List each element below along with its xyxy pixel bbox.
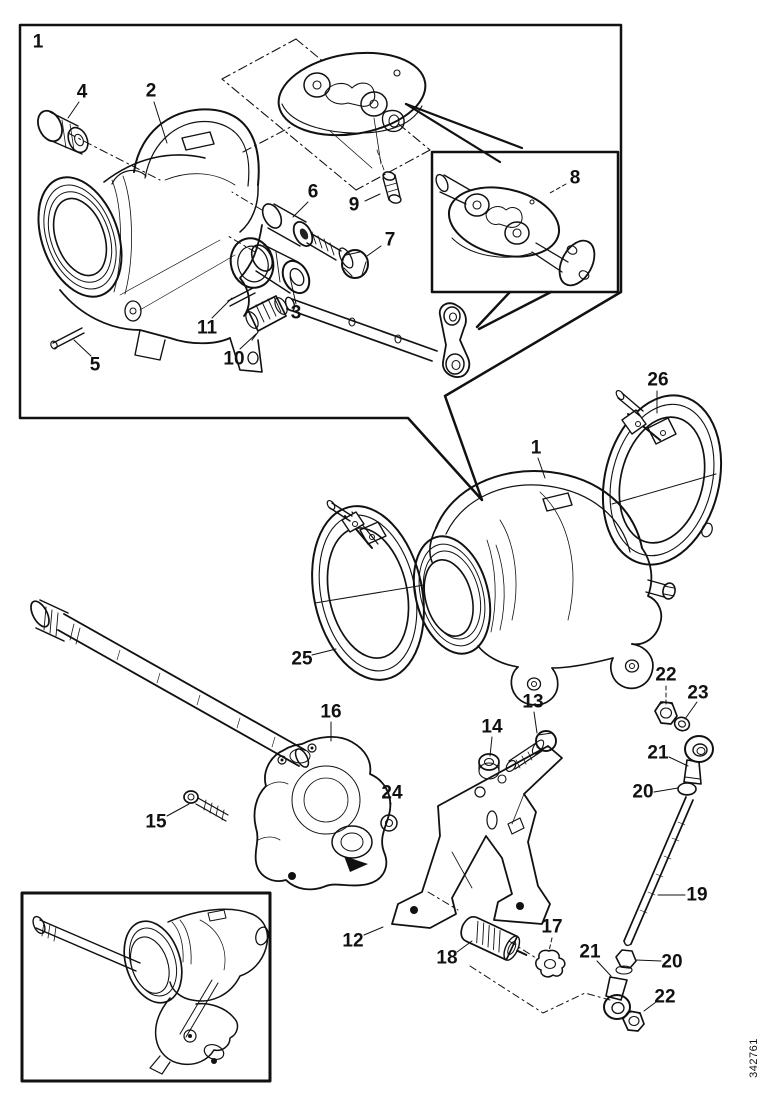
callout-18: 18 <box>436 947 458 969</box>
callout-13: 13 <box>522 691 544 713</box>
part-16-housing-drawing <box>254 737 390 889</box>
callout-19: 19 <box>686 884 708 906</box>
callout-24: 24 <box>381 782 403 804</box>
actuator-rod-drawing <box>27 598 311 769</box>
callout-20-lower: 20 <box>661 951 683 973</box>
callout-26: 26 <box>647 369 669 391</box>
callout-16: 16 <box>320 701 342 723</box>
callout-17: 17 <box>541 916 563 938</box>
callout-5: 5 <box>89 354 101 376</box>
part-15-bolt-drawing <box>184 791 228 821</box>
part-22-lower-nut-drawing <box>623 1011 644 1031</box>
callout-11: 11 <box>196 317 218 339</box>
callout-2: 2 <box>145 80 157 102</box>
callout-23: 23 <box>687 682 709 704</box>
callout-20-upper: 20 <box>632 781 654 803</box>
callout-22-upper: 22 <box>655 664 677 686</box>
callout-12: 12 <box>342 930 364 952</box>
part-17-clip-drawing <box>536 950 565 976</box>
part-13-bolt-drawing <box>504 731 556 773</box>
part-12-bracket-drawing <box>392 746 562 928</box>
callout-7: 7 <box>384 229 396 251</box>
callout-1-assembly: 1 <box>530 437 542 459</box>
figure-number: 342761 <box>748 1038 760 1078</box>
part-19-rod-drawing <box>624 797 693 945</box>
callout-6: 6 <box>307 181 319 203</box>
part-20-upper-jam-nut-drawing <box>678 783 696 795</box>
part-22-upper-nut-drawing <box>655 702 677 724</box>
callout-21-lower: 21 <box>579 941 601 963</box>
part-20-lower-jam-nut-drawing <box>616 950 636 974</box>
part-21-lower-rod-end-drawing <box>604 977 630 1019</box>
callout-15: 15 <box>145 811 167 833</box>
clamp-25-drawing <box>297 496 439 691</box>
callout-10: 10 <box>223 348 245 370</box>
clamp-26-drawing <box>586 383 738 577</box>
callout-8: 8 <box>569 167 581 189</box>
assembly-elbow-drawing <box>402 471 677 705</box>
callout-3: 3 <box>290 302 302 324</box>
callout-22-lower: 22 <box>654 986 676 1008</box>
callout-25: 25 <box>291 648 313 670</box>
callout-9: 9 <box>348 194 360 216</box>
callout-14: 14 <box>481 716 503 738</box>
callout-21-upper: 21 <box>647 742 669 764</box>
callout-box-1: 1 <box>32 31 44 53</box>
part-21-upper-rod-end-drawing <box>684 736 713 784</box>
callout-4: 4 <box>76 81 88 103</box>
